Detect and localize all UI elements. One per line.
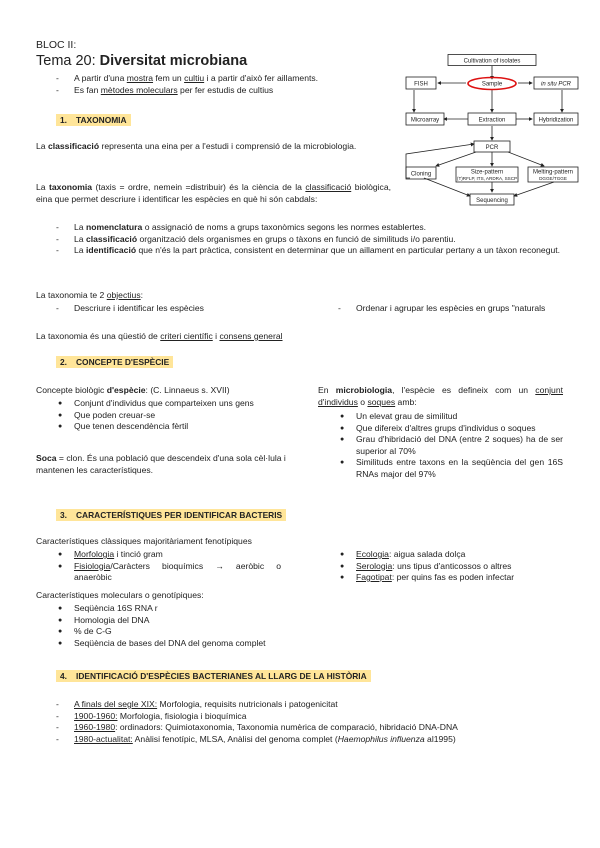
list-item: - A finals del segle XIX: Morfologia, requisits nutricionals i patogenicitat (56, 699, 571, 711)
list-item: ● Que difereix d'altres grups d'individus o soques (338, 423, 563, 435)
soca-paragraph: Soca = clon. És una població que descendeix d'una sola cèl·lula i mantenen les característiques. (36, 453, 286, 475)
list-item: ● Que poden creuar-se (56, 410, 296, 422)
list-item: ● Que tenen descendència fèrtil (56, 421, 296, 433)
caracteristiques-left-list (56, 549, 281, 584)
diagram-size-pattern-methods: (T)RFLP, ITS, ARDRA, SSCP (456, 176, 518, 181)
diagram-size-pattern: Size-pattern (470, 169, 504, 176)
intro-item: - Es fan mètodes moleculars per fer estudis de cultius (56, 85, 391, 97)
caracteristiques-right-list (338, 549, 566, 584)
caracteristiques-moleculars: Característiques moleculars o genotípiques: (36, 590, 204, 600)
list-item: - La classificació organització dels organismes en grups o tàxons en funció de similituds i/o parentiu. (56, 234, 566, 246)
diagram-melting-pattern-methods: DGGE/TGGE (539, 176, 567, 181)
historia-list (56, 699, 571, 745)
caracteristiques-classiques: Característiques clàssiques majoritàriament fenotípiques (36, 536, 252, 546)
taxonomia-paragraph-1: La classificació representa una eina per a l'estudi i comprensió de la microbiologia. (36, 141, 357, 151)
diagram-hybridization: Hybridization (538, 117, 574, 124)
list-item: ● Homologia del DNA (56, 615, 356, 627)
especie-left-list (56, 398, 296, 433)
section-heading-taxonomia: 1. TAXONOMIA (56, 115, 131, 127)
diagram-insitu: in situ PCR (540, 81, 572, 88)
intro-item: - A partir d'una mostra fem un cultiu i a partir d'això fer aillaments. (56, 73, 391, 85)
objectius-line: La taxonomia te 2 objectius: (36, 290, 144, 300)
taxonomia-question-line: La taxonomia és una qüestió de criteri científic i consens general (36, 331, 283, 341)
objectius-right (338, 303, 566, 315)
title-main: Diversitat microbiana (99, 53, 248, 69)
list-item: - 1960-1980: ordinadors: Quimiotaxonomia, Taxonomia numèrica de comparació, hibridació DNA-DNA (56, 722, 571, 734)
diagram-microarray: Microarray (410, 117, 440, 124)
list-item: ● Similituds entre taxons en la seqüència del gen 16S RNAs major del 97% (338, 457, 563, 480)
objectius-left (56, 303, 316, 315)
section-heading-historia: 4. IDENTIFICACIÓ D'ESPÈCIES BACTERIANES AL LLARG DE LA HISTÒRIA (56, 671, 371, 683)
list-item: ● % de C-G (56, 626, 356, 638)
section-heading-caracteristiques: 3. CARACTERÍSTIQUES PER IDENTIFICAR BACTERIS (56, 510, 286, 522)
diagram-pcr: PCR (485, 145, 499, 151)
title-prefix: Tema 20: (36, 53, 100, 69)
list-item: ● Fisiologia/Caràcters bioquímics → aeròbic o anaeròbic (56, 561, 281, 584)
taxonomia-list (56, 222, 566, 257)
diagram-extraction: Extraction (478, 117, 506, 124)
list-item: ● Ecologia: aigua salada dolça (338, 549, 566, 561)
list-item: - La identificació que n'és la part pràctica, consistent en determinar que un aillament en particular pertany a un tàxon reconegut. (56, 245, 566, 257)
list-item: - Descriure i identificar les espècies (56, 303, 316, 315)
diagram-cloning: Cloning (410, 171, 432, 178)
especie-right-intro: En microbiologia, l'espècie es defineix com un conjunt d'individus o soques amb: (318, 385, 564, 407)
diagram-fish: FISH (414, 81, 428, 88)
list-item: - 1980-actualitat: Anàlisi fenotípic, MLSA, Anàlisi del genoma complet (Haemophilus influenza al1995) (56, 734, 571, 746)
list-item: ● Serologia: uns tipus d'anticossos o altres (338, 561, 566, 573)
list-item: - La nomenclatura o assignació de noms a grups taxonòmics segons les normes establertes. (56, 222, 566, 234)
list-item: - 1900-1960: Morfologia, fisiologia i bioquímica (56, 711, 571, 723)
list-item: ● Conjunt d'individus que comparteixen uns gens (56, 398, 296, 410)
diagram-sample: Sample (481, 81, 503, 88)
list-item: ● Seqüència de bases del DNA del genoma complet (56, 638, 356, 650)
intro-list (56, 73, 391, 96)
bloc-label: BLOC II: (36, 39, 77, 51)
diagram-cultivation: Cultivation of isolates (463, 58, 521, 65)
list-item: ● Seqüència 16S RNA r (56, 603, 356, 615)
page-title (36, 52, 247, 70)
list-item: - Ordenar i agrupar les espècies en grups "naturals (338, 303, 566, 315)
especie-right-list (338, 411, 563, 480)
diagram-sequencing: Sequencing (476, 198, 508, 204)
especie-left-intro: Concepte biològic d'espècie: (C. Linnaeus s. XVII) (36, 385, 230, 395)
taxonomia-paragraph-2: La taxonomia (taxis = ordre, nemein =distribuir) és la ciència de la classificació biològica, eina que permet descriure i identificar les espècies en què hi són cabdals: (36, 182, 392, 204)
section-heading-especie: 2. CONCEPTE D'ESPÈCIE (56, 357, 173, 369)
molecular-methods-diagram (404, 54, 580, 210)
list-item: ● Fagotipat: per quins fas es poden infectar (338, 572, 566, 584)
list-item: ● Grau d'hibridació del DNA (entre 2 soques) ha de ser superior al 70% (338, 434, 563, 457)
diagram-melting-pattern: Melting-pattern (532, 169, 574, 176)
list-item: ● Morfologia i tinció gram (56, 549, 281, 561)
list-item: ● Un elevat grau de similitud (338, 411, 563, 423)
caracteristiques-moleculars-list (56, 603, 356, 649)
